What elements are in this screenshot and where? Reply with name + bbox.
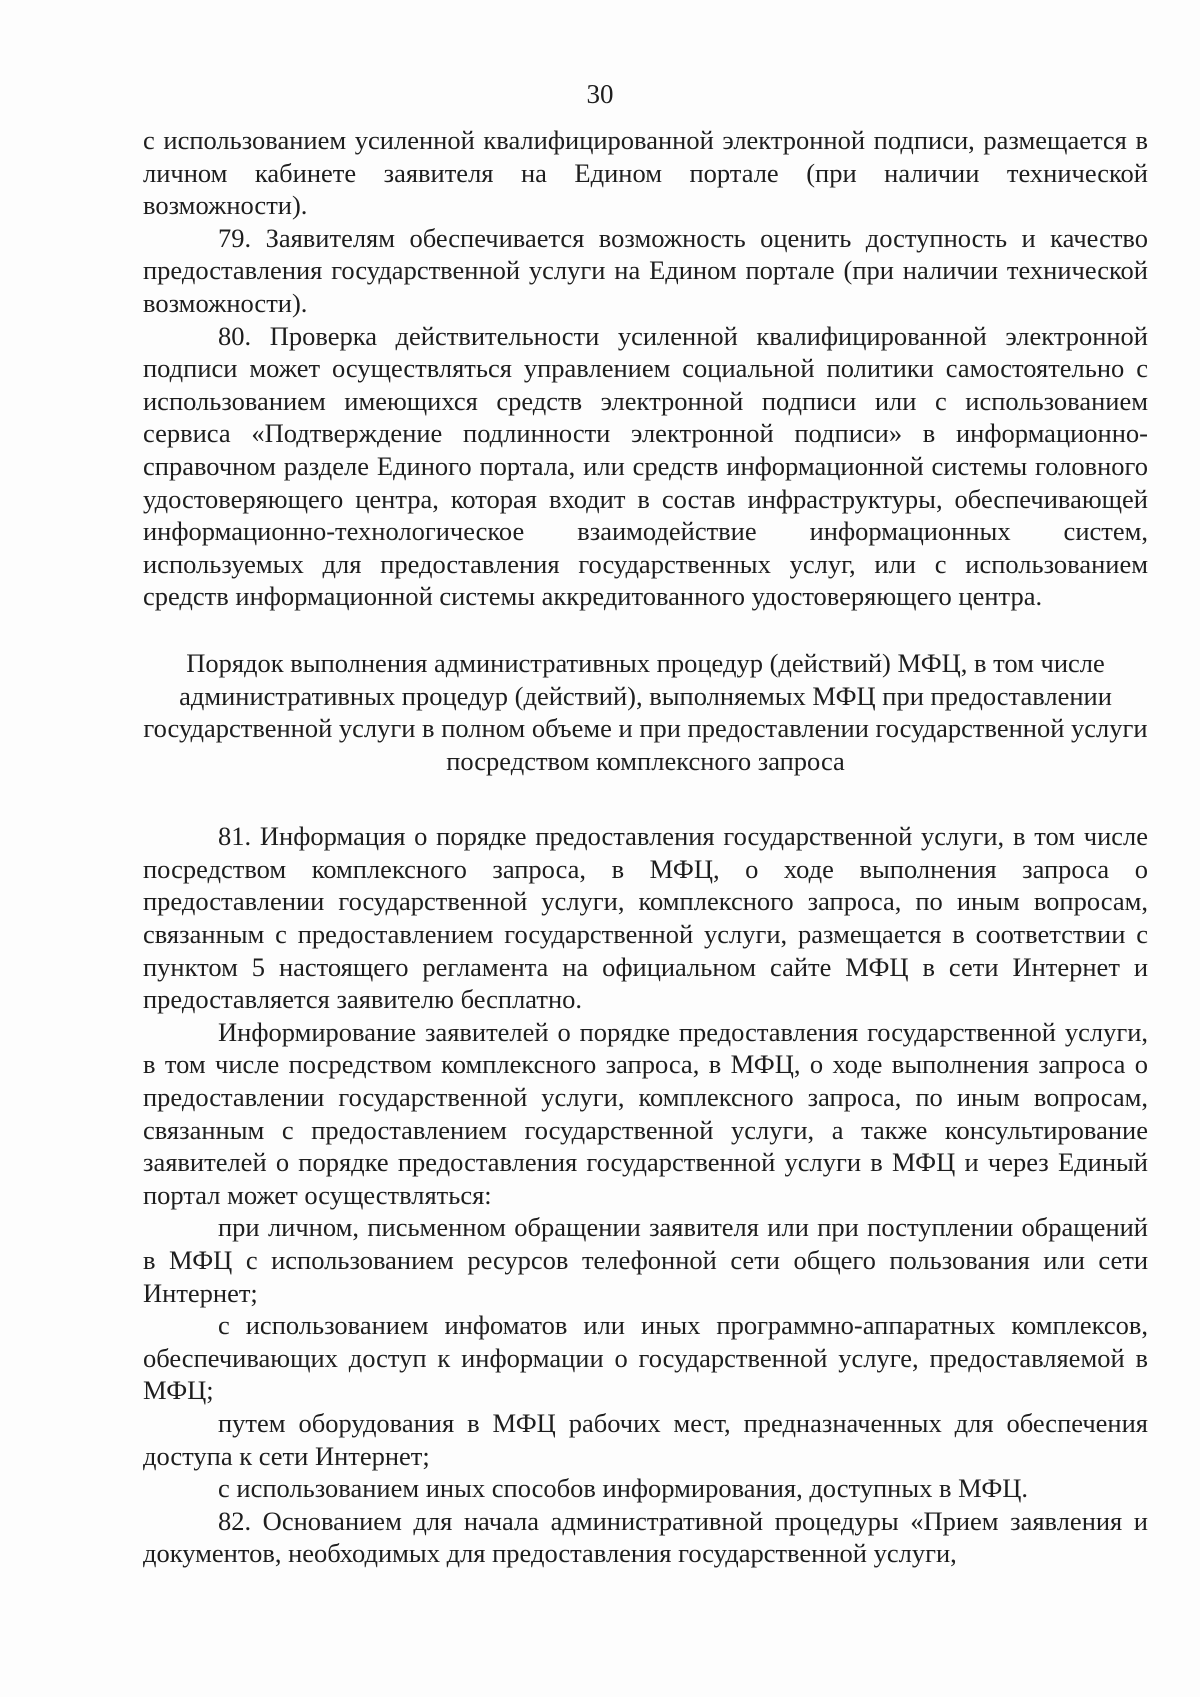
- paragraph-82: 82. Основанием для начала административной процедуры «Прием заявления и документов, необходимых для предоставления государственной услуги,: [143, 1505, 1148, 1569]
- section-heading: Порядок выполнения административных процедур (действий) МФЦ, в том числе административных процедур (действий), выполняемых МФЦ при предоставлении государственной услуги в полном объеме и при предоставлении государственной услуги посредством комплексного запроса: [143, 647, 1148, 776]
- paragraph-81: 81. Информация о порядке предоставления государственной услуги, в том числе посредством комплексного запроса, в МФЦ, о ходе выполнения запроса о предоставлении государственной услуги, комплексного запроса, по иным вопросам, связанным с предоставлением государственной услуги, размещается в соответствии с пунктом 5 настоящего регламента на официальном сайте МФЦ в сети Интернет и предоставляется заявителю бесплатно.: [143, 821, 1148, 1015]
- page-number: 30: [586, 79, 614, 109]
- list-item-other-methods: с использованием иных способов информирования, доступных в МФЦ.: [218, 1473, 1029, 1504]
- paragraph-informing: Информирование заявителей о порядке предоставления государственной услуги, в том числе посредством комплексного запроса, в МФЦ, о ходе выполнения запроса о предоставлении государственной услуги, комплексного запроса, по иным вопросам, связанным с предоставлением государственной услуги, а также консультирование заявителей о порядке предоставления государственной услуги в МФЦ и через Единый портал может осуществляться:: [143, 1016, 1148, 1210]
- document-body: [143, 124, 1148, 1570]
- paragraph-continuation: с использованием усиленной квалифицированной электронной подписи, размещается в личном кабинете заявителя на Едином портале (при наличии технической возможности).: [143, 125, 1148, 221]
- paragraph-79: 79. Заявителям обеспечивается возможность оценить доступность и качество предоставления государственной услуги на Едином портале (при наличии технической возможности).: [143, 222, 1148, 318]
- list-item-workplaces: путем оборудования в МФЦ рабочих мест, предназначенных для обеспечения доступа к сети Интернет;: [143, 1407, 1148, 1471]
- list-item-infomats: с использованием инфоматов или иных программно-аппаратных комплексов, обеспечивающих доступ к информации о государственной услуге, предоставляемой в МФЦ;: [143, 1310, 1148, 1406]
- list-item-personal-appeal: при личном, письменном обращении заявителя или при поступлении обращений в МФЦ с использованием ресурсов телефонной сети общего пользования или сети Интернет;: [143, 1212, 1148, 1308]
- paragraph-80: 80. Проверка действительности усиленной квалифицированной электронной подписи может осуществляться управлением социальной политики самостоятельно с использованием имеющихся средств электронной подписи или с использованием сервиса «Подтверждение подлинности электронной подписи» в информационно-справочном разделе Единого портала, или средств информационной системы головного удостоверяющего центра, которая входит в состав инфраструктуры, обеспечивающей информационно-технологическое взаимодействие информационных систем, используемых для предоставления государственных услуг, или с использованием средств информационной системы аккредитованного удостоверяющего центра.: [143, 320, 1148, 612]
